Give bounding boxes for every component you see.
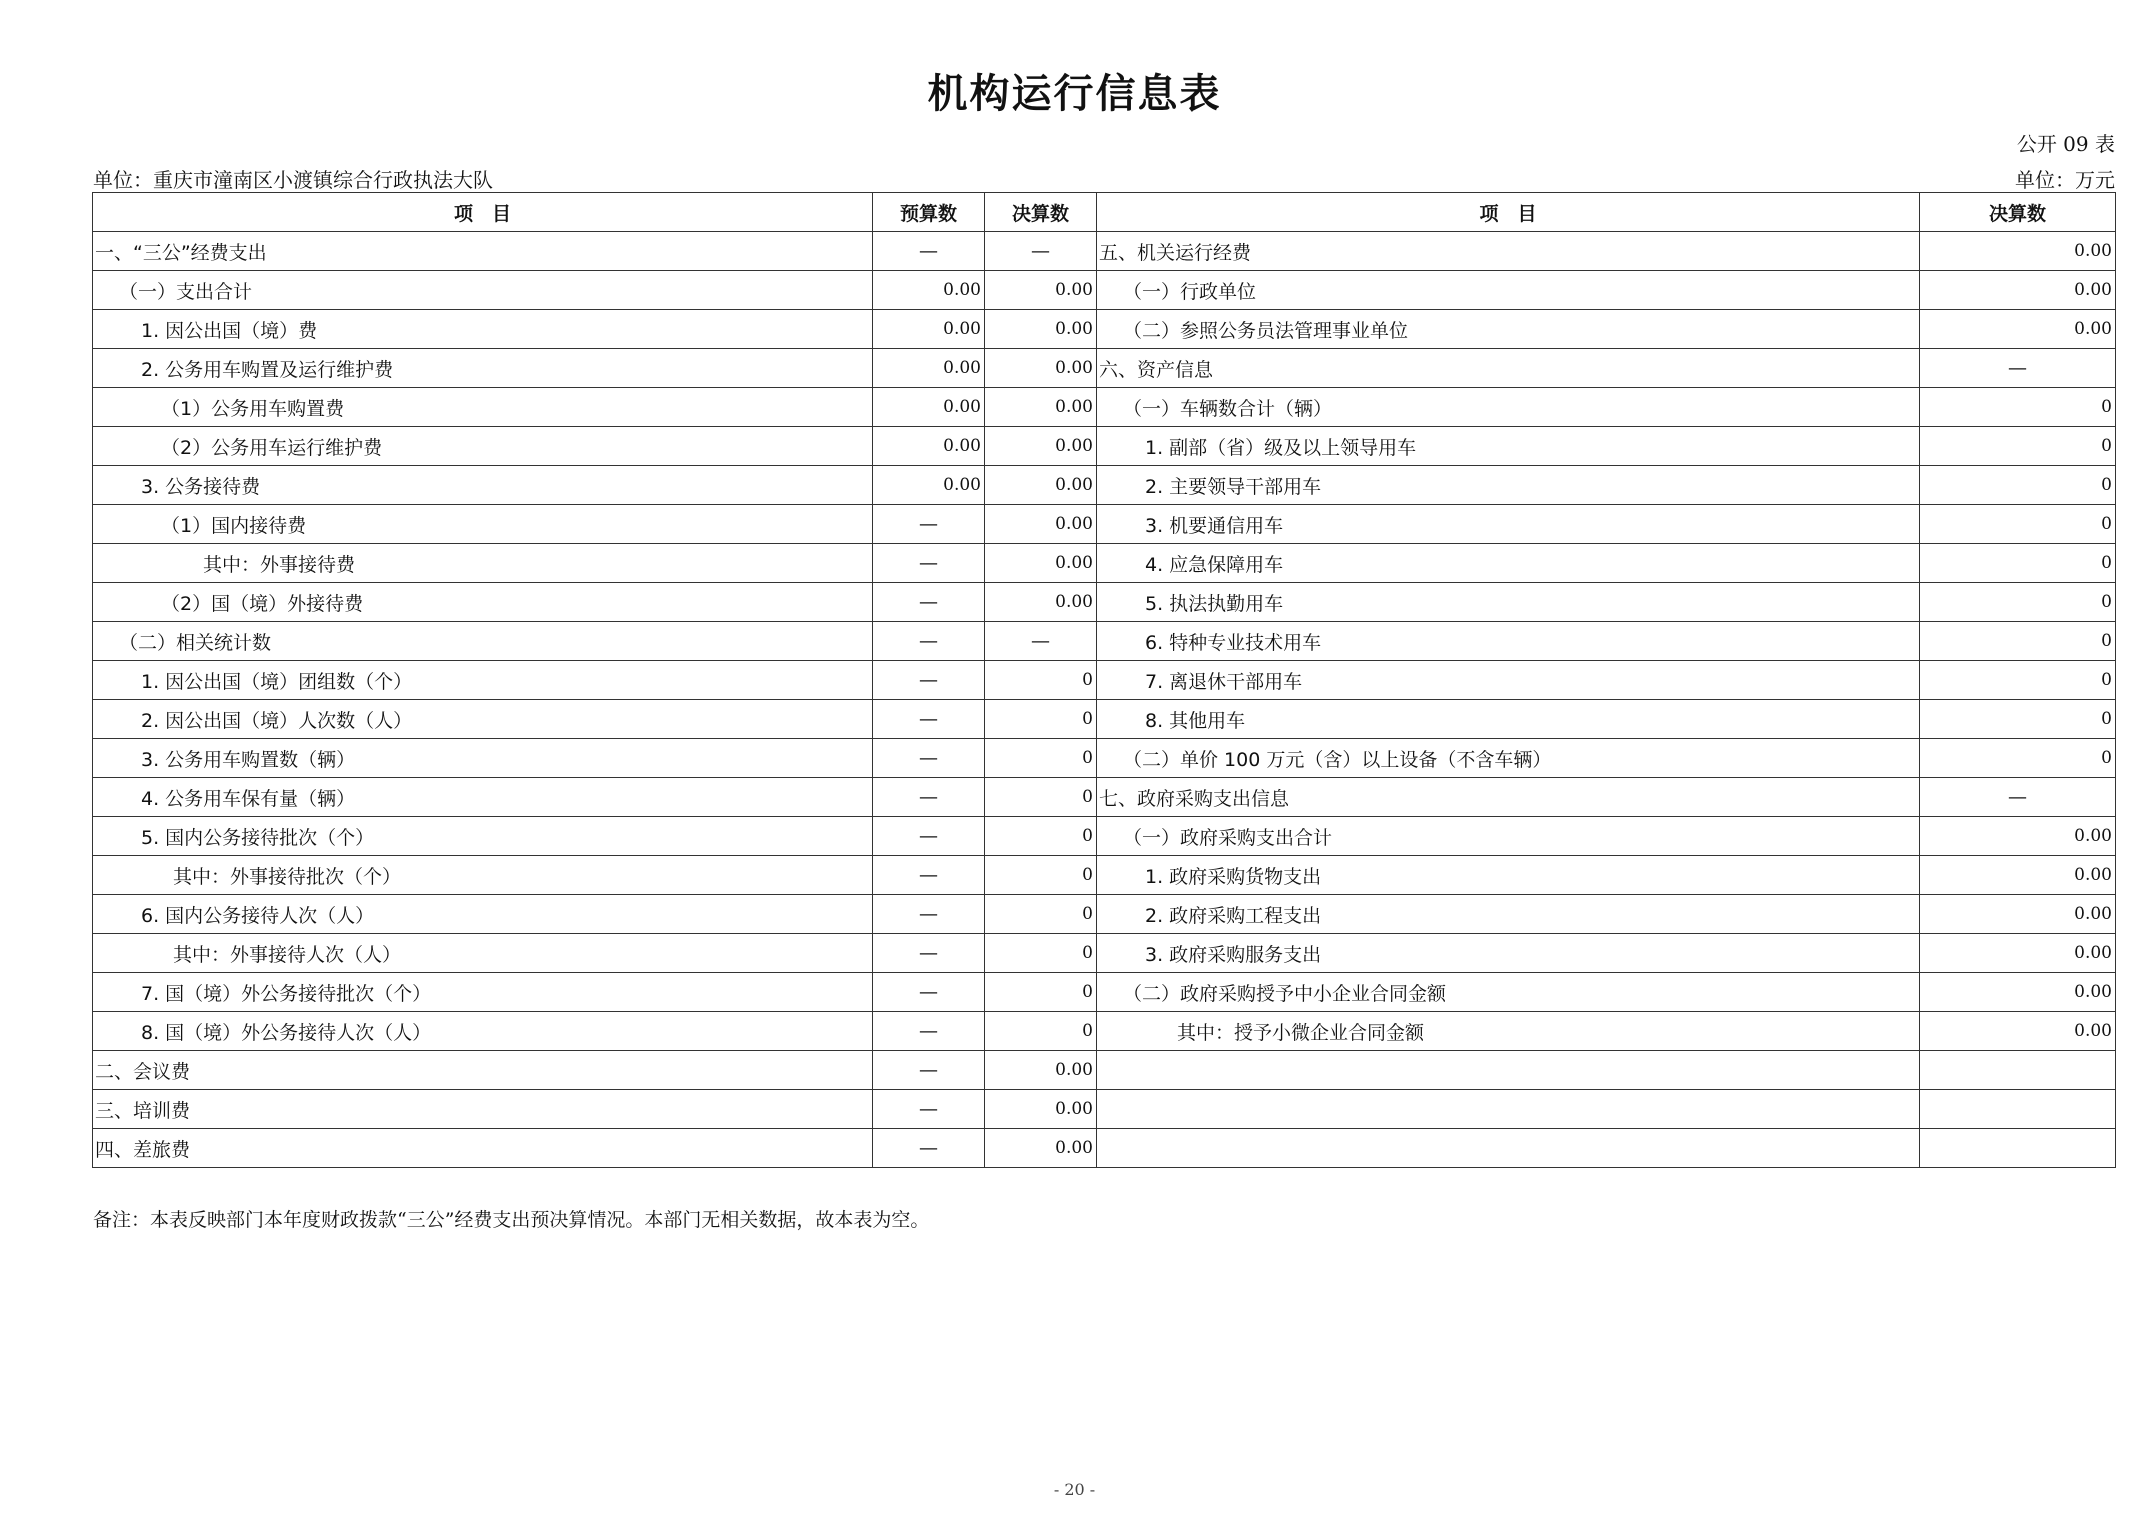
right-final-cell — [1920, 1051, 2116, 1090]
left-item-cell: （2）公务用车运行维护费 — [93, 427, 873, 466]
right-item-cell: 六、资产信息 — [1097, 349, 1920, 388]
right-item-cell — [1097, 1051, 1920, 1090]
right-item-cell: 3. 政府采购服务支出 — [1097, 934, 1920, 973]
right-item-cell: 2. 政府采购工程支出 — [1097, 895, 1920, 934]
left-item-cell: 三、培训费 — [93, 1090, 873, 1129]
left-item-cell: 其中：外事接待费 — [93, 544, 873, 583]
table-row — [93, 466, 2116, 505]
budget-cell: 0.00 — [873, 466, 985, 505]
table-row — [93, 661, 2116, 700]
final-cell: — — [985, 232, 1097, 271]
right-item-cell: 2. 主要领导干部用车 — [1097, 466, 1920, 505]
budget-cell: — — [873, 973, 985, 1012]
right-final-cell: 0 — [1920, 661, 2116, 700]
right-item-cell — [1097, 1090, 1920, 1129]
left-item-cell: 2. 公务用车购置及运行维护费 — [93, 349, 873, 388]
table-row — [93, 544, 2116, 583]
final-cell: 0.00 — [985, 349, 1097, 388]
right-item-cell: 4. 应急保障用车 — [1097, 544, 1920, 583]
left-item-cell: 3. 公务用车购置数（辆） — [93, 739, 873, 778]
final-cell: 0 — [985, 739, 1097, 778]
final-cell: — — [985, 622, 1097, 661]
final-cell: 0 — [985, 661, 1097, 700]
page-number: - 20 - — [1053, 1480, 1096, 1499]
table-row — [93, 1012, 2116, 1051]
left-item-cell: 8. 国（境）外公务接待人次（人） — [93, 1012, 873, 1051]
right-item-cell: 1. 政府采购货物支出 — [1097, 856, 1920, 895]
right-final-cell: 0.00 — [1920, 232, 2116, 271]
budget-cell: — — [873, 895, 985, 934]
budget-cell: — — [873, 1090, 985, 1129]
right-final-cell: 0 — [1920, 583, 2116, 622]
right-final-cell: 0.00 — [1920, 856, 2116, 895]
table-row — [93, 856, 2116, 895]
left-item-cell: 1. 因公出国（境）团组数（个） — [93, 661, 873, 700]
final-cell: 0.00 — [985, 466, 1097, 505]
budget-cell: — — [873, 583, 985, 622]
budget-cell: 0.00 — [873, 388, 985, 427]
left-item-cell: 四、差旅费 — [93, 1129, 873, 1168]
right-item-cell: （二）政府采购授予中小企业合同金额 — [1097, 973, 1920, 1012]
right-final-cell: 0 — [1920, 505, 2116, 544]
final-cell: 0 — [985, 700, 1097, 739]
right-final-cell: 0.00 — [1920, 934, 2116, 973]
right-final-cell: 0 — [1920, 739, 2116, 778]
right-item-cell: 6. 特种专业技术用车 — [1097, 622, 1920, 661]
left-item-cell: （二）相关统计数 — [93, 622, 873, 661]
right-item-cell: （二）参照公务员法管理事业单位 — [1097, 310, 1920, 349]
right-item-cell: 五、机关运行经费 — [1097, 232, 1920, 271]
left-item-cell: 5. 国内公务接待批次（个） — [93, 817, 873, 856]
header-item-right: 项 目 — [1097, 193, 1920, 232]
header-final: 决算数 — [985, 193, 1097, 232]
table-row — [93, 1129, 2116, 1168]
table-body — [93, 232, 2116, 1168]
budget-cell: 0.00 — [873, 349, 985, 388]
budget-cell: — — [873, 232, 985, 271]
table-row — [93, 427, 2116, 466]
final-cell: 0.00 — [985, 310, 1097, 349]
left-item-cell: 3. 公务接待费 — [93, 466, 873, 505]
table-row — [93, 934, 2116, 973]
remark-note: 备注：本表反映部门本年度财政拨款“三公”经费支出预决算情况。本部门无相关数据，故本表为空。 — [93, 1209, 930, 1231]
right-final-cell: 0 — [1920, 427, 2116, 466]
final-cell: 0.00 — [985, 1129, 1097, 1168]
final-cell: 0 — [985, 1012, 1097, 1051]
final-cell: 0 — [985, 973, 1097, 1012]
right-final-cell: 0.00 — [1920, 1012, 2116, 1051]
right-item-cell: （二）单价 100 万元（含）以上设备（不含车辆） — [1097, 739, 1920, 778]
unit-currency: 单位：万元 — [2015, 168, 2115, 192]
table-row — [93, 622, 2116, 661]
left-item-cell: （1）公务用车购置费 — [93, 388, 873, 427]
table-row — [93, 310, 2116, 349]
right-final-cell: — — [1920, 349, 2116, 388]
page-title: 机构运行信息表 — [927, 71, 1222, 117]
final-cell: 0 — [985, 856, 1097, 895]
budget-cell: — — [873, 739, 985, 778]
budget-cell: — — [873, 700, 985, 739]
table-row — [93, 817, 2116, 856]
right-final-cell: 0 — [1920, 544, 2116, 583]
budget-cell: — — [873, 622, 985, 661]
left-item-cell: （2）国（境）外接待费 — [93, 583, 873, 622]
right-final-cell: — — [1920, 778, 2116, 817]
right-final-cell: 0 — [1920, 466, 2116, 505]
right-item-cell: （一）政府采购支出合计 — [1097, 817, 1920, 856]
budget-cell: — — [873, 934, 985, 973]
right-final-cell: 0 — [1920, 700, 2116, 739]
budget-cell: 0.00 — [873, 271, 985, 310]
final-cell: 0.00 — [985, 544, 1097, 583]
table-row — [93, 895, 2116, 934]
institution-operation-table — [92, 192, 2116, 1168]
final-cell: 0 — [985, 934, 1097, 973]
budget-cell: — — [873, 778, 985, 817]
budget-cell: 0.00 — [873, 310, 985, 349]
right-item-cell: 1. 副部（省）级及以上领导用车 — [1097, 427, 1920, 466]
right-final-cell: 0.00 — [1920, 895, 2116, 934]
final-cell: 0 — [985, 778, 1097, 817]
right-final-cell: 0.00 — [1920, 310, 2116, 349]
left-item-cell: 2. 因公出国（境）人次数（人） — [93, 700, 873, 739]
form-number: 公开 09 表 — [2016, 132, 2115, 156]
table-row — [93, 232, 2116, 271]
table-row — [93, 1090, 2116, 1129]
left-item-cell: 其中：外事接待人次（人） — [93, 934, 873, 973]
table-header-row — [93, 193, 2116, 232]
left-item-cell: 7. 国（境）外公务接待批次（个） — [93, 973, 873, 1012]
right-item-cell: 5. 执法执勤用车 — [1097, 583, 1920, 622]
header-item: 项 目 — [93, 193, 873, 232]
left-item-cell: 其中：外事接待批次（个） — [93, 856, 873, 895]
table-row — [93, 583, 2116, 622]
budget-cell: — — [873, 1129, 985, 1168]
left-item-cell: 一、“三公”经费支出 — [93, 232, 873, 271]
right-item-cell: 3. 机要通信用车 — [1097, 505, 1920, 544]
right-final-cell: 0.00 — [1920, 817, 2116, 856]
final-cell: 0.00 — [985, 427, 1097, 466]
right-item-cell: （一）车辆数合计（辆） — [1097, 388, 1920, 427]
final-cell: 0.00 — [985, 1090, 1097, 1129]
budget-cell: — — [873, 1051, 985, 1090]
right-final-cell — [1920, 1129, 2116, 1168]
final-cell: 0.00 — [985, 271, 1097, 310]
right-item-cell — [1097, 1129, 1920, 1168]
left-item-cell: 二、会议费 — [93, 1051, 873, 1090]
final-cell: 0 — [985, 817, 1097, 856]
budget-cell: — — [873, 544, 985, 583]
left-item-cell: （1）国内接待费 — [93, 505, 873, 544]
final-cell: 0 — [985, 895, 1097, 934]
budget-cell: — — [873, 1012, 985, 1051]
budget-cell: — — [873, 817, 985, 856]
budget-cell: — — [873, 661, 985, 700]
final-cell: 0.00 — [985, 505, 1097, 544]
budget-cell: 0.00 — [873, 427, 985, 466]
left-item-cell: 1. 因公出国（境）费 — [93, 310, 873, 349]
right-item-cell: 七、政府采购支出信息 — [1097, 778, 1920, 817]
right-item-cell: （一）行政单位 — [1097, 271, 1920, 310]
right-final-cell: 0 — [1920, 622, 2116, 661]
right-final-cell: 0.00 — [1920, 271, 2116, 310]
unit-organization: 单位：重庆市潼南区小渡镇综合行政执法大队 — [93, 168, 493, 192]
right-item-cell: 其中：授予小微企业合同金额 — [1097, 1012, 1920, 1051]
right-item-cell: 8. 其他用车 — [1097, 700, 1920, 739]
final-cell: 0.00 — [985, 1051, 1097, 1090]
right-final-cell: 0.00 — [1920, 973, 2116, 1012]
final-cell: 0.00 — [985, 388, 1097, 427]
header-final-right: 决算数 — [1920, 193, 2116, 232]
table-row — [93, 700, 2116, 739]
right-item-cell: 7. 离退休干部用车 — [1097, 661, 1920, 700]
table-row — [93, 505, 2116, 544]
budget-cell: — — [873, 856, 985, 895]
table-row — [93, 778, 2116, 817]
left-item-cell: 6. 国内公务接待人次（人） — [93, 895, 873, 934]
left-item-cell: （一）支出合计 — [93, 271, 873, 310]
table-row — [93, 349, 2116, 388]
right-final-cell: 0 — [1920, 388, 2116, 427]
final-cell: 0.00 — [985, 583, 1097, 622]
right-final-cell — [1920, 1090, 2116, 1129]
left-item-cell: 4. 公务用车保有量（辆） — [93, 778, 873, 817]
table-row — [93, 973, 2116, 1012]
header-budget: 预算数 — [873, 193, 985, 232]
table-row — [93, 271, 2116, 310]
table-row — [93, 1051, 2116, 1090]
table-row — [93, 739, 2116, 778]
budget-cell: — — [873, 505, 985, 544]
table-row — [93, 388, 2116, 427]
